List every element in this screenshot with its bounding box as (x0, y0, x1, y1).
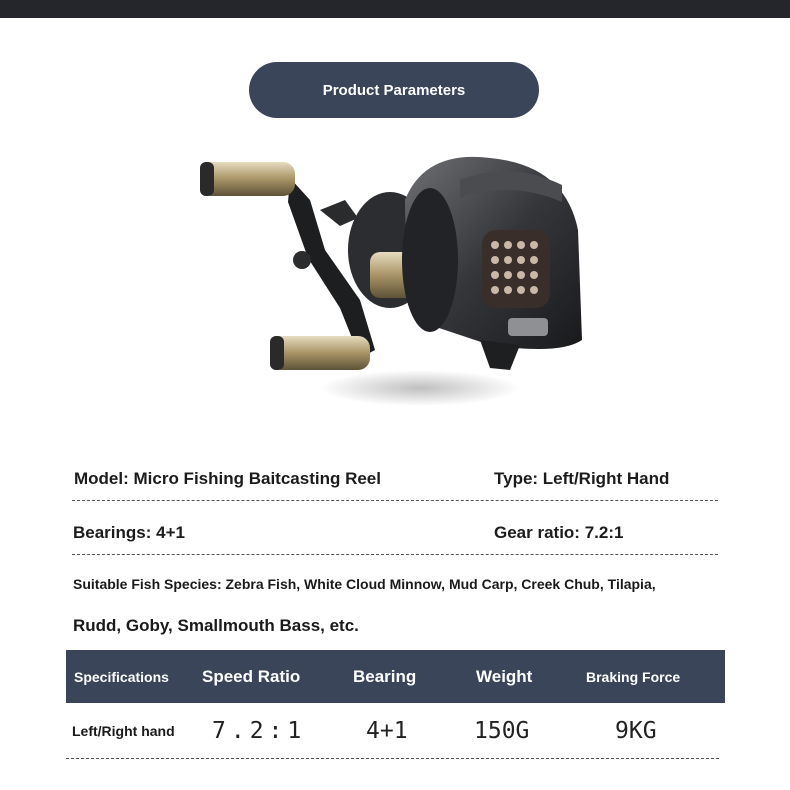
divider (72, 554, 718, 555)
divider (72, 500, 718, 501)
header-bearing: Bearing (353, 666, 417, 686)
bearings-text: Bearings: 4+1 (73, 523, 185, 542)
species-line-1: Suitable Fish Species: Zebra Fish, White Cloud Minnow, Mud Carp, Creek Chub, Tilapia, (73, 576, 656, 592)
cell-bearing: 4+1 (366, 718, 408, 744)
header-weight: Weight (476, 666, 533, 686)
top-bar (0, 0, 790, 18)
model-text: Model: Micro Fishing Baitcasting Reel (74, 469, 381, 488)
baitcasting-reel-icon (190, 140, 610, 420)
species-line-2: Rudd, Goby, Smallmouth Bass, etc. (73, 616, 359, 635)
divider (66, 758, 719, 759)
type-text: Type: Left/Right Hand (494, 469, 670, 488)
header-specifications: Specifications (74, 668, 169, 685)
cell-specifications: Left/Right hand (72, 723, 175, 739)
header-speed-ratio: Speed Ratio (202, 666, 301, 686)
spec-table-header (66, 650, 725, 703)
product-parameters-badge (249, 62, 539, 118)
badge-label: Product Parameters (322, 81, 466, 99)
table-row (66, 703, 725, 759)
cell-weight: 150G (474, 718, 530, 744)
gear-ratio-text: Gear ratio: 7.2:1 (494, 523, 624, 542)
header-braking-force: Braking Force (586, 668, 681, 685)
cell-speed-ratio: 7.2:1 (212, 718, 307, 744)
cell-braking-force: 9KG (615, 718, 657, 744)
